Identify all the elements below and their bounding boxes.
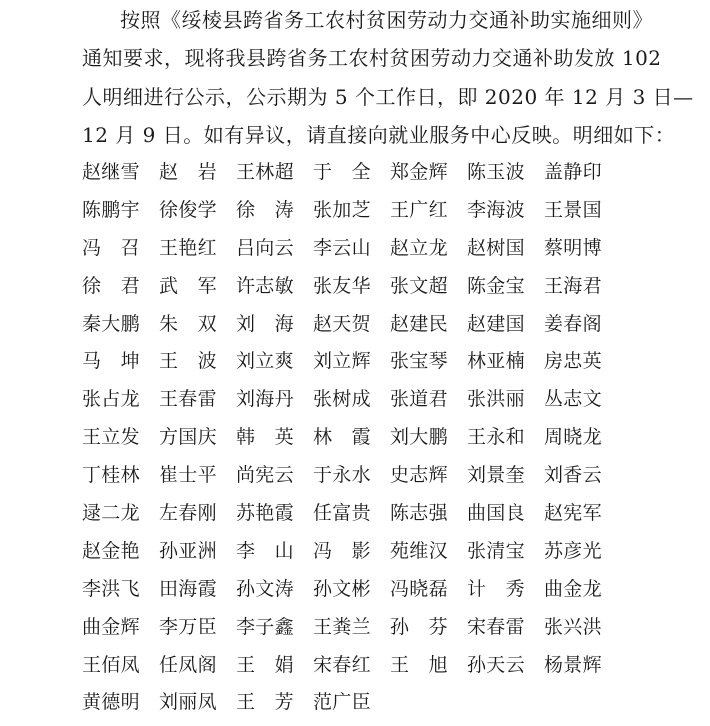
name-cell: 方国庆 [159,426,217,449]
name-cell: 张文超 [390,274,448,297]
name-cell: 孙文彬 [313,577,371,600]
name-cell: 范广臣 [313,691,371,714]
name-cell: 李云山 [313,236,371,259]
name-cell: 王广红 [390,198,448,221]
name-cell: 刘大鹏 [390,426,448,449]
name-cell: 丛志文 [544,388,602,411]
name-cell: 王林超 [236,161,294,183]
name-cell: 王立发 [82,426,140,449]
name-cell: 史志辉 [390,464,448,487]
name-cell: 于永水 [313,464,371,487]
name-cell: 李子鑫 [236,615,294,638]
name-cell: 刘香云 [544,464,602,487]
name-cell: 李洪飞 [82,577,140,600]
name-cell: 张清宝 [467,539,525,562]
name-cell: 姜春阁 [544,312,602,335]
name-cell: 张友华 [313,274,371,297]
intro-line-4: 12 月 9 日。如有异议，请直接向就业服务中心反映。明细如下： [82,123,676,147]
name-cell: 林亚楠 [467,350,525,373]
name-cell: 苑维汉 [390,539,448,562]
name-cell: 朱 双 [159,312,217,335]
name-cell: 曲金龙 [544,577,602,600]
name-cell: 黄德明 [82,691,140,714]
name-cell: 刘 海 [236,312,294,335]
name-cell: 陈志强 [390,502,448,525]
name-cell: 房忠英 [544,350,602,373]
name-cell: 尚宪云 [236,464,294,487]
name-cell: 孙天云 [467,653,525,676]
name-cell: 张加芝 [313,198,371,221]
name-cell: 张洪丽 [467,388,525,411]
name-cell: 李 山 [236,539,294,562]
name-cell: 赵天贺 [313,312,371,335]
intro-line-1: 按照《绥棱县跨省务工农村贫困劳动力交通补助实施细则》 [120,8,653,32]
name-cell: 赵 岩 [159,161,217,183]
name-cell: 王 波 [159,350,217,373]
name-cell: 王佰凤 [82,653,140,676]
name-cell: 丁桂林 [82,464,140,487]
name-cell: 陈玉波 [467,161,525,183]
intro-line-3: 人明细进行公示，公示期为 5 个工作日，即 2020 年 12 月 3 日— [82,85,694,109]
name-cell: 周晓龙 [544,426,602,449]
name-cell: 蔡明博 [544,236,602,259]
name-cell: 张道君 [390,388,448,411]
name-cell: 苏艳霞 [236,502,294,525]
name-cell: 李万臣 [159,615,217,638]
name-cell: 赵立龙 [390,236,448,259]
name-cell: 刘立爽 [236,350,294,373]
name-cell: 秦大鹏 [82,312,140,335]
name-cell: 赵建国 [467,312,525,335]
name-cell: 王 旭 [390,653,448,676]
name-cell: 冯 影 [313,539,371,562]
name-cell: 曲国良 [467,502,525,525]
name-cell: 孙文涛 [236,577,294,600]
name-cell: 林 霞 [313,426,371,449]
name-cell: 王春雷 [159,388,217,411]
name-cell: 孙 芬 [390,615,448,638]
name-cell: 王海君 [544,274,602,297]
name-cell: 王 芳 [236,691,294,714]
name-cell: 陈金宝 [467,274,525,297]
name-cell: 冯 召 [82,236,140,259]
name-cell: 宋春雷 [467,615,525,638]
name-cell: 李海波 [467,198,525,221]
name-cell: 韩 英 [236,426,294,449]
name-cell: 徐俊学 [159,198,217,221]
name-cell: 赵树国 [467,236,525,259]
name-cell: 左春刚 [159,502,217,525]
name-cell: 孙亚洲 [159,539,217,562]
name-cell: 王永和 [467,426,525,449]
name-cell: 任富贵 [313,502,371,525]
name-cell: 盖静印 [544,161,602,183]
name-cell: 赵金艳 [82,539,140,562]
name-cell: 计 秀 [467,577,525,600]
name-cell: 武 军 [159,274,217,297]
name-cell: 张占龙 [82,388,140,411]
name-cell: 冯晓磊 [390,577,448,600]
intro-line-2: 通知要求，现将我县跨省务工农村贫困劳动力交通补助发放 102 [82,46,662,70]
name-cell: 赵建民 [390,312,448,335]
name-cell: 王艳红 [159,236,217,259]
name-cell: 吕向云 [236,236,294,259]
name-cell: 马 坤 [82,350,140,373]
name-cell: 任凤阁 [159,653,217,676]
name-cell: 刘立辉 [313,350,371,373]
name-cell: 宋春红 [313,653,371,676]
name-cell: 徐 君 [82,274,140,297]
name-cell: 逯二龙 [82,502,140,525]
name-cell: 王粪兰 [313,615,371,638]
name-cell: 陈鹏宇 [82,198,140,221]
name-cell: 刘景奎 [467,464,525,487]
name-cell: 张兴洪 [544,615,602,638]
name-cell: 郑金辉 [390,161,448,183]
name-cell: 赵继雪 [82,161,140,183]
name-cell: 田海霞 [159,577,217,600]
name-cell: 于 全 [313,161,371,183]
name-cell: 王 娟 [236,653,294,676]
name-cell: 许志敏 [236,274,294,297]
name-cell: 王景国 [544,198,602,221]
name-cell: 刘丽凤 [159,691,217,714]
name-cell: 曲金辉 [82,615,140,638]
name-cell: 苏彦光 [544,539,602,562]
name-cell: 杨景辉 [544,653,602,676]
name-cell: 崔士平 [159,464,217,487]
name-cell: 张树成 [313,388,371,411]
name-cell: 刘海丹 [236,388,294,411]
name-cell: 徐 涛 [236,198,294,221]
name-list [82,158,621,726]
name-cell: 张宝琴 [390,350,448,373]
name-cell: 赵宪军 [544,502,602,525]
